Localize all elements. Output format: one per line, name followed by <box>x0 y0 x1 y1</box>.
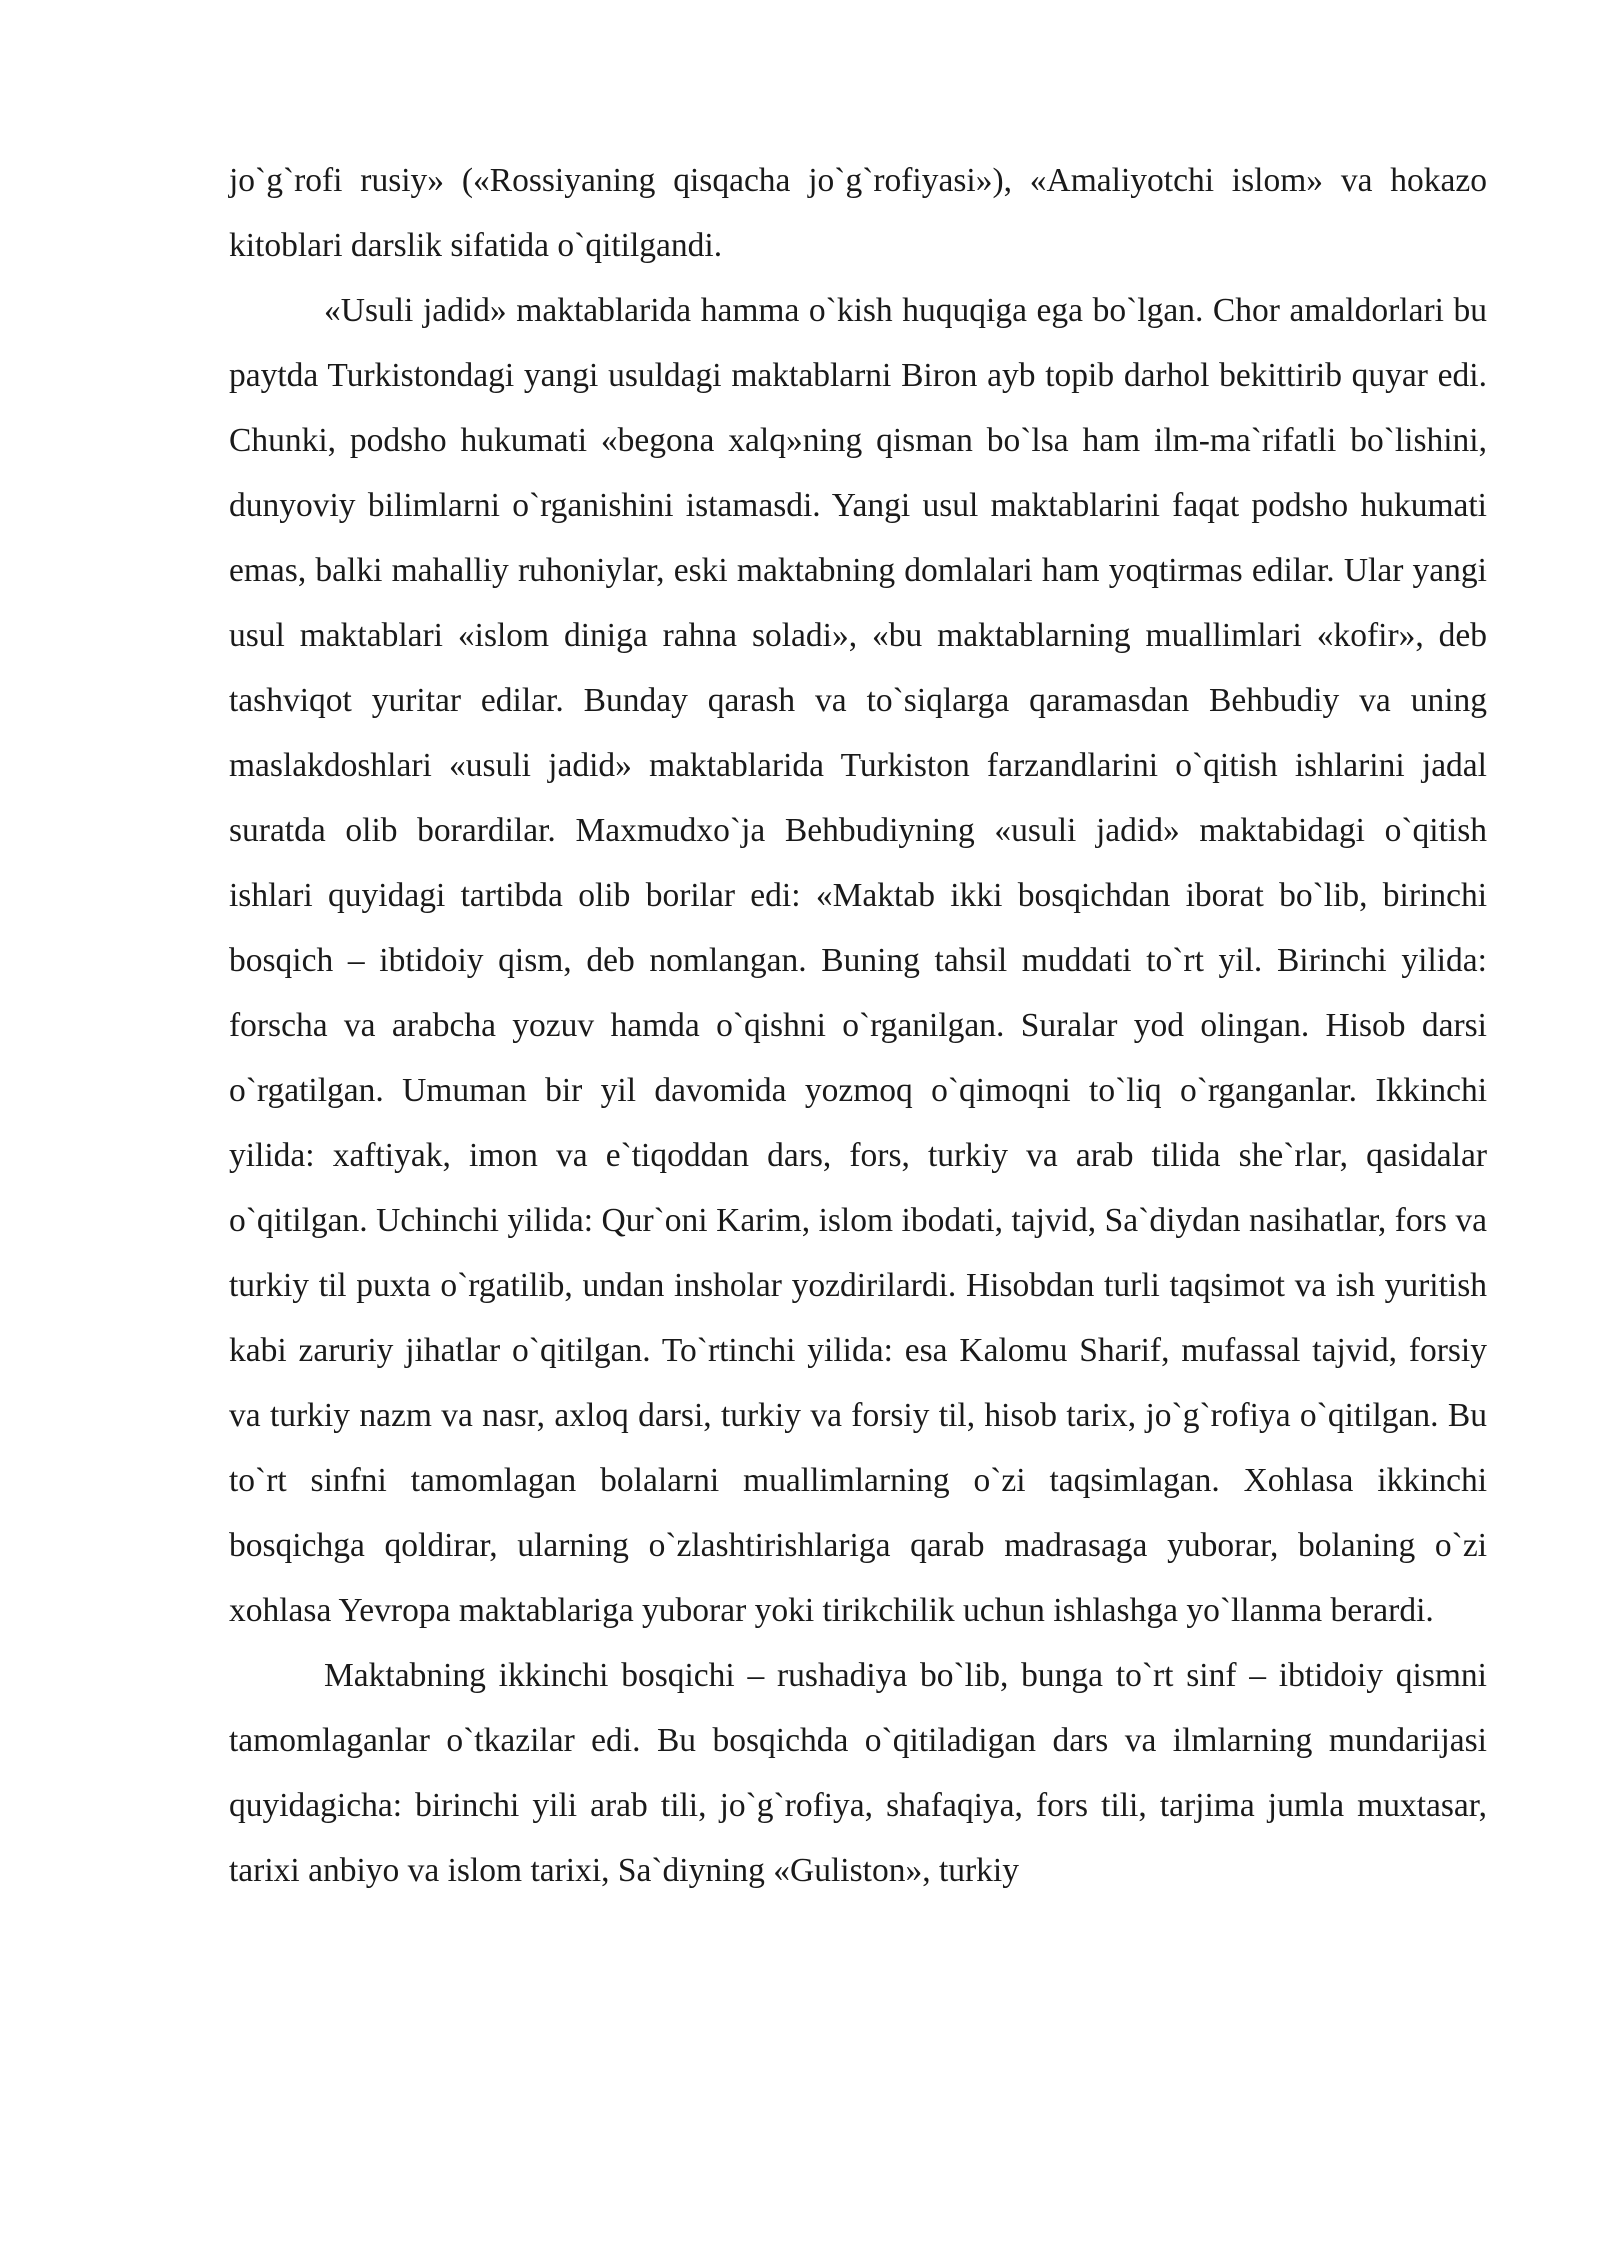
paragraph-second-stage: Maktabning ikkinchi bosqichi – rushadiya bo`lib, bunga to`rt sinf – ibtidoiy qismni tamomlaganlar o`tkazilar edi. Bu bosqichda o`qitiladigan dars va ilmlarning mundarijasi quyidagicha: birinchi yili arab tili, jo`g`rofiya, shafaqiya, fors tili, tarjima jumla muxtasar, tarixi anbiyo va islom tarixi, Sa`diyning «Guliston», turkiy <box>229 1657 1487 1889</box>
paragraph-continuation: jo`g`rofi rusiy» («Rossiyaning qisqacha jo`g`rofiyasi»), «Amaliyotchi islom» va hokazo kitoblari darslik sifatida o`qitilgandi. <box>229 162 1487 264</box>
document-body <box>229 148 1487 1903</box>
paragraph-usuli-jadid: «Usuli jadid» maktablarida hamma o`kish huquqiga ega bo`lgan. Chor amaldorlari bu paytda Turkistondagi yangi usuldagi maktablarni Biron ayb topib darhol bekittirib quyar edi. Chunki, podsho hukumati «begona xalq»ning qisman bo`lsa ham ilm-ma`rifatli bo`lishini, dunyoviy bilimlarni o`rganishini istamasdi. Yangi usul maktablarini faqat podsho hukumati emas, balki mahalliy ruhoniylar, eski maktabning domlalari ham yoqtirmas edilar. Ular yangi usul maktablari «islom diniga rahna soladi», «bu maktablarning muallimlari «kofir», deb tashviqot yuritar edilar. Bunday qarash va to`siqlarga qaramasdan Behbudiy va uning maslakdoshlari «usuli jadid» maktablarida Turkiston farzandlarini o`qitish ishlarini jadal suratda olib borardilar. Maxmudxo`ja Behbudiyning «usuli jadid» maktabidagi o`qitish ishlari quyidagi tartibda olib borilar edi: «Maktab ikki bosqichdan iborat bo`lib, birinchi bosqich – ibtidoiy qism, deb nomlangan. Buning tahsil muddati to`rt yil. Birinchi yilida: forscha va arabcha yozuv hamda o`qishni o`rganilgan. Suralar yod olingan. Hisob darsi o`rgatilgan. Umuman bir yil davomida yozmoq o`qimoqni to`liq o`rganganlar. Ikkinchi yilida: xaftiyak, imon va e`tiqoddan dars, fors, turkiy va arab tilida she`rlar, qasidalar o`qitilgan. Uchinchi yilida: Qur`oni Karim, islom ibodati, tajvid, Sa`diydan nasihatlar, fors va turkiy til puxta o`rgatilib, undan insholar yozdirilardi. Hisobdan turli taqsimot va ish yuritish kabi zaruriy jihatlar o`qitilgan. To`rtinchi yilida: esa Kalomu Sharif, mufassal tajvid, forsiy va turkiy nazm va nasr, axloq darsi, turkiy va forsiy til, hisob tarix, jo`g`rofiya o`qitilgan. Bu to`rt sinfni tamomlagan bolalarni muallimlarning o`zi taqsimlagan. Xohlasa ikkinchi bosqichga qoldirar, ularning o`zlashtirishlariga qarab madrasaga yuborar, bolaning o`zi xohlasa Yevropa maktablariga yuborar yoki tirikchilik uchun ishlashga yo`llanma berardi. <box>229 292 1487 1629</box>
